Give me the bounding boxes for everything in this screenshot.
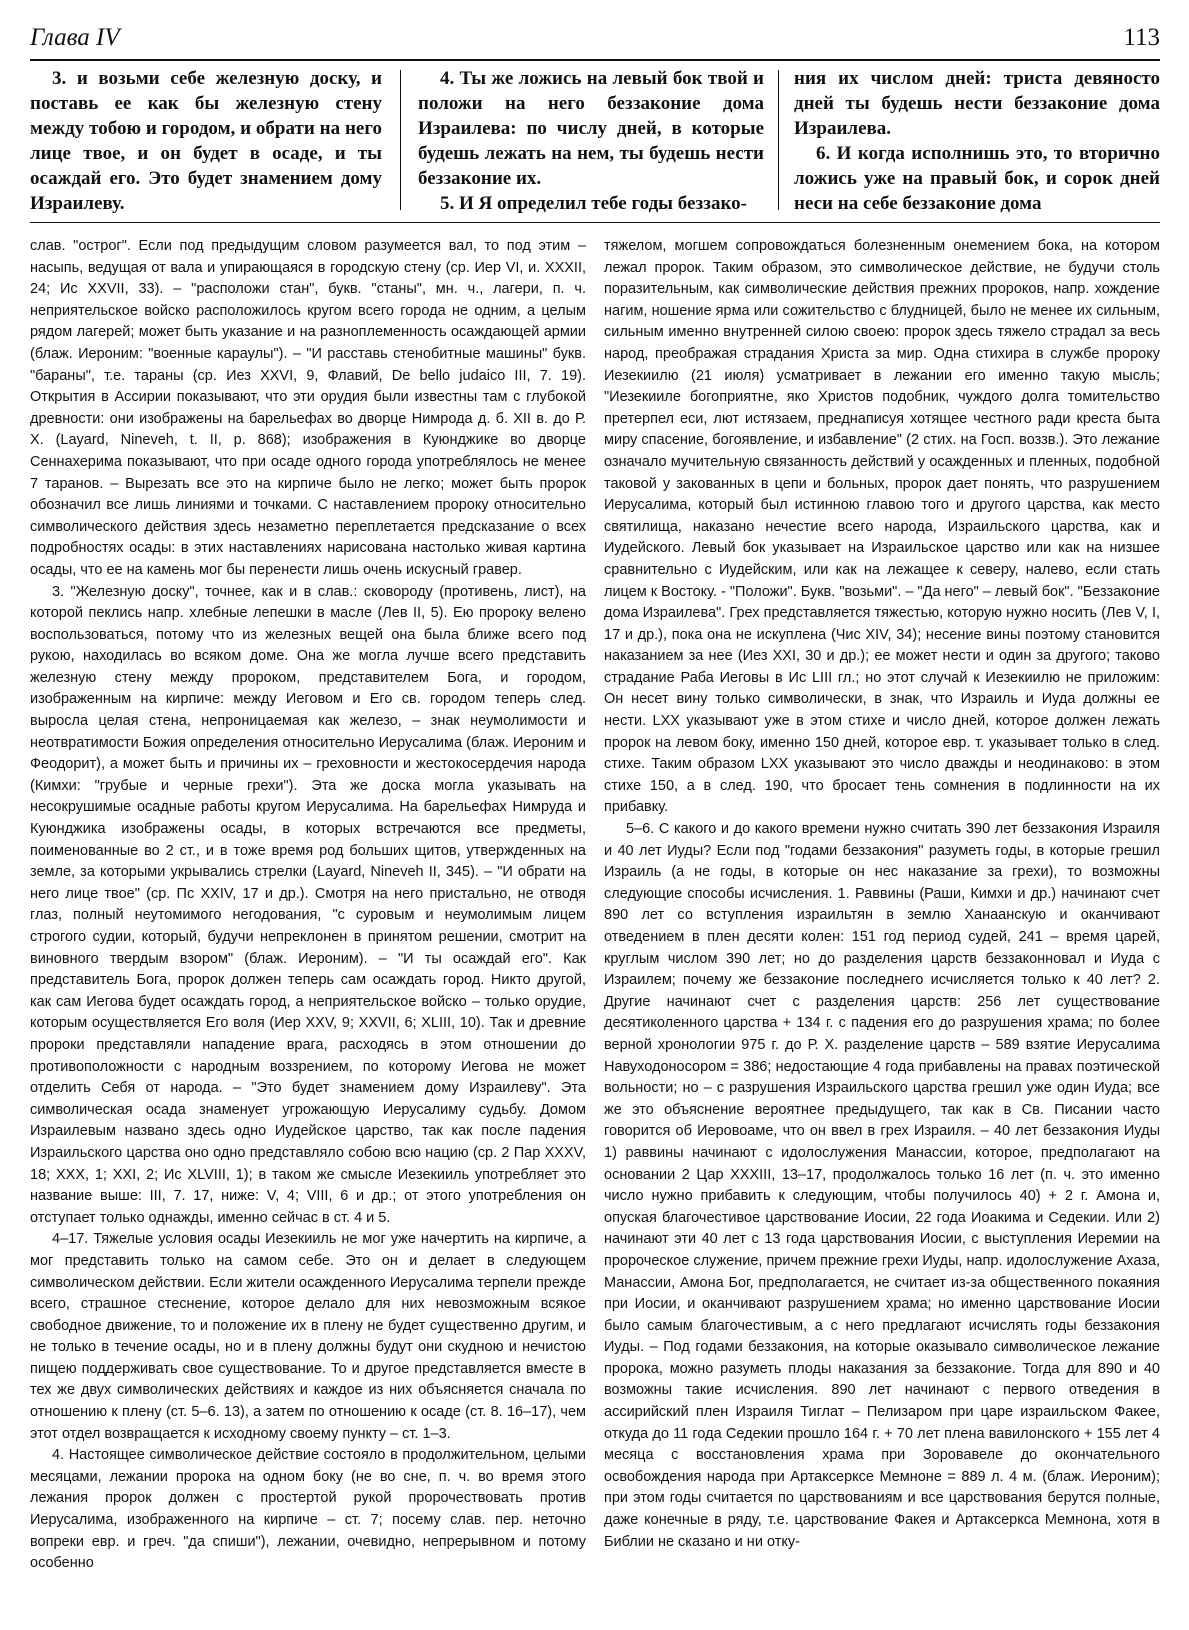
header-rule (30, 59, 1160, 61)
verse-5: 5. И Я определил тебе годы беззако- (440, 193, 747, 214)
verse-3: 3. и возьми себе железную доску, и поставь ее как бы железную стену между тобою и городом, и обрати на него лице твое, и он будет в осаде, и ты осаждай его. Это будет знамением дому Израилеву. (30, 68, 382, 214)
scripture-verses (30, 66, 1160, 216)
verse-column-2 (418, 66, 764, 216)
page-number: 113 (1123, 24, 1160, 51)
verse-separator (778, 70, 779, 210)
verses-rule (30, 222, 1160, 223)
paragraph: 3. "Железную доску", точнее, как и в слав.: сковороду (противень, лист), на которой пеклись напр. хлебные лепешки в масле (Лев II, 5). Ею пророку велено воспользоваться, потому что из железных вещей она была ближе всего под рукою, находилась во всяком доме. Она же могла лучше всего представить железную стену между пророком, представителем Бога, и городом, изображенным на кирпиче: между Иеговом и Его св. городом теперь след. выросла целая стена, непроницаемая как железо, – знак неумолимости и неотвратимости Божия определения относительно Иерусалима (блаж. Иероним и Феодорит), а может быть и причины их – греховности и жестокосердечия народа (Кимхи: "грубые и черные грехи"). Эта же доска могла указывать на несокрушимые осадные работы кругом Иерусалима. На барельефах Нимруда и Куюнджика изображены осады, в которых встречаются все предметы, поименованные во 2 ст., и в тоже время род больших щитов, утвержденных на земле, за которыми укрывались стрелки (Layard, Nineveh II, 345). – "И обрати на него лице твое" (ср. Пс XXIV, 17 и др.). Смотря на него пристально, не отводя глаз, полный неутомимого негодования, "с суровым и неумолимым лицем строгого судии, который, будучи непреклонен в принятом решении, смотрит на виновного твердым взором" (блаж. Иероним). – "И ты осаждай его". Как представитель Бога, пророк должен теперь сам осаждать город. Никто другой, как сам Иегова будет осаждать город, а неприятельское войско – только орудие, которым осуществляется Его воля (Иер XXV, 9; XXVII, 6; XLIII, 10). Так и древние пророки представляли нападение врага, расходясь в этом отношении до противоположности с народным воззрением, по которому Иегова не может отделить Себя от народа. – "Это будет знамением дому Израилеву". Эта символическая осада знаменует угрожающую Иерусалиму судьбу. Домом Израилевым названо здесь одно Иудейское царство, так как после падения Израильского царства оно одно представляло собою всю нацию (ср. 2 Пар XXXV, 18; XXX, 1; XXI, 2; Ис XLVIII, 1); в таком же смысле Иезекииль употребляет это название выше: III, 7. 17, ниже: V, 4; VIII, 6 и др.; от этого употребления он отступает только однажды, именно сейчас в ст. 4 и 5. (30, 583, 586, 1226)
commentary (30, 236, 1160, 1620)
verse-column-3 (794, 66, 1160, 216)
verse-4: 4. Ты же ложись на левый бок твой и положи на него беззаконие дома Израилева: по числу дней, в которые будешь лежать на нем, ты будешь нести беззаконие их. (418, 68, 764, 189)
verse-separator (400, 70, 401, 210)
paragraph: 5–6. С какого и до какого времени нужно считать 390 лет беззакония Израиля и 40 лет Иуды? Если под "годами беззакония" разуметь годы, в которые грешил Израиль (а не годы, в которые он нес наказание за грехи), то возможны следующие способы исчисления. 1. Раввины (Раши, Кимхи и др.) начинают счет 890 лет со вступления израильтян в землю Ханаанскую и оканчивают отведением в плен десяти колен: 151 год период судей, 241 – время царей, круглым числом 390 лет; но до разделения царств беззаконновал и Иуда с Израилем; почему же беззаконие последнего исчисляется только к 40 лет? 2. Другие начинают счет с разделения царств: 256 лет существование десятиколенного царства + 134 г. с падения его до разрушения храма; по более верной хронологии 975 г. до Р. Х. разделение царств – 589 взятие Иерусалима Навуходоносором = 386; недостающие 4 года прибавлены на правах поэтической вольности; но – с разрушения Израильского царства грешил уже один Иуда; все же это объяснение вероятнее предыдущего, так как в Св. Писании часто говорится об Иеровоаме, что он ввел в грех Израиля. – 40 лет беззакония Иуды 1) раввины начинают с идолослужения Манассии, которое, предполагают на основании 2 Цар XXXIII, 13–17, продолжалось только 16 лет (п. ч. это именно число нужно прибавить к следующим, чтобы получилось 40) + 2 г. Амона и, опуская благочестивое царствование Иосии, 22 года Иоакима и Седекии. Или 2) начинают эти 40 лет с 13 года царствования Иосии, с выступления Иеремии на пророческое служение, причем прежние грехи Иуды, напр. идолослужение Ахаза, Манассии, Амона Бог, предполагается, не считает из-за общественного покаяния при Иосии, и оканчивают разрушением храма; но именно царствование Иосии было самым благочестивым, а с него предлагают исчислять годы беззакония Иуды. – Под годами беззакония, на которые оказывало символическое лежание пророка, можно разуметь плоды наказания за беззаконие. Тогда для 890 и 40 возможны такие исчисления. 890 лет начинают с первого отведения в ассирийский плен Израиля Тиглат – Пелизаром при царе израильском Факее, откуда до 11 года Седекии прошло 164 г. + 70 лет плена вавилонского + 155 лет 4 месяца с восстановления храма при Зоровавеле до окончательного освобождения народа при Артаксерксе Мемноне = 889 л. 4 м. (блаж. Иероним); при этом годы считается по царствованиям и все царствования берутся полные, даже конечные в ряду, т.е. царствование Факея и Артаксеркса Мемнона, хотя в Библии не сказано и ни отку- (604, 821, 1160, 1550)
verse-column-1 (30, 66, 382, 216)
paragraph: слав. "острог". Если под предыдущим словом разумеется вал, то под этим – насыпь, ведущая от вала и упирающаяся в городскую стену (ср. Иер VI, и. XXXII, 24; Ис XXVII, 33). – "расположи стан", букв. "станы", мн. ч., лагери, п. ч. неприятельское войско расположилось кругом всего города не одним, а целым рядом лагерей; может быть указание и на разноплеменность осаждающей армии (блаж. Иероним: "военные караулы"). – "И расставь стенобитные машины" букв. "бараны", т.е. тараны (ср. Иез XXVI, 9, Флавий, De bello judaico III, 7. 19). Открытия в Ассирии показывают, что эти орудия были известны там с глубокой древности: они изображены на барельефах во дворце Нимрода д. б. XII в. до Р. Х. (Layard, Nineveh, t. II, p. 868); изображения в Куюнджике во дворце Сеннахерима показывают, что при осаде одного города употреблялось не менее 7 таранов. – Вырезать все это на кирпиче было не легко; может быть пророк обозначил все лишь линиями и точками. С наставлением пророку относительно символического действия здесь незаметно переплетается предсказание о всех подробностях осады: в этих наставлениях нарисована настолько живая картина осады, что ее на камень мог бы перенести лишь очень искусный гравер. (30, 238, 586, 578)
verse-5-continued: ния их числом дней: триста девяносто дней ты будешь нести беззаконие дома Израилева. (794, 68, 1160, 139)
commentary-right-column (604, 236, 1160, 1620)
chapter-title: Глава IV (30, 24, 120, 51)
paragraph: 4. Настоящее символическое действие состояло в продолжительном, целыми месяцами, лежании пророка на одном боку (не во сне, п. ч. во время этого лежания пророк должен с простертой рукой пророчествовать против Иерусалима, изображенного на кирпиче – ст. 7; посему слав. пер. неточно вопреки евр. и греч. "да спиши"), лежании, очевидно, непрерывном и потому особенно (30, 1447, 586, 1572)
verse-6: 6. И когда исполнишь это, то вторично ложись уже на правый бок, и сорок дней неси на себе беззаконие дома (794, 143, 1160, 214)
commentary-left-column (30, 236, 586, 1620)
paragraph: тяжелом, могшем сопровождаться болезненным онемением бока, на котором лежал пророк. Таким образом, это символическое действие, не будучи столь поразительным, как символические действия прежних пророков, напр. хождение нагим, ношение ярма или сожительство с блудницей, было не менее их сильным, сильным именно внутренней силою своею: пророк здесь тяжело страдал за весь народ, преображая страдания Христа за мир. Одна стихира в службе пророку Иезекиилю (21 июля) усматривает в лежании его именно такую мысль; "Иезекииле богоприятне, яко Христов подобник, чуждого долга томительство претерпел еси, лют истязаем, преднаписуя хотящее честного ради креста быта миру спасение, богоявление, и избавление" (2 стих. на Госп. воззв.). Это лежание означало мучительную связанность действий у осажденных и пленных, подобной таковой у закованных в цепи и больных, пророк дает понять, что разрушением Иерусалима, который был истинною главою того и другого царства, как место святилища, наказано нечестие всего народа, Израильского царства, как и Иудейского. Левый бок указывает на Израильское царство или как на низшее сравнительно с Иудейским, или как на лежащее к северу, налево, если стать лицем к Востоку. - "Положи". Букв. "возьми". – "Да него" – левый бок". "Беззаконие дома Израилева". Грех представляется тяжестью, которую нужно носить (Лев V, I, 17 и др.), пока она не искуплена (Чис XIV, 34); несение вины поэтому становится наказанием за нее (Иез XXI, 30 и др.); ее может нести и один за другого; таково страдание Раба Иеговы в Ис LIII гл.; но этот случай к Иезекиилю не приложим: Он несет вину только символически, в знак, что Израиль и Иуда должны ее нести. LXX указывают уже в этом стихе и число дней, которое должен лежать пророк на левом боку, именно 150 дней, которое евр. т. указывает только в след. стихе. Таким образом LXX указывают это число дважды и неодинаково: в этом стихе 150, а в след. 190, что бросает тень сомнения в подлинности на их прибавку. (604, 238, 1160, 816)
page-header (30, 22, 1160, 58)
paragraph: 4–17. Тяжелые условия осады Иезекииль не мог уже начертить на кирпиче, а мог представить только на самом себе. Это он и делает в следующем символическом действии. Если жители осажденного Иерусалима терпели прежде всего, страшное стеснение, которое делало для них невозможным всякое свободное движение, то и положение их в плену не будет существенно другим, и не только в течение осады, но и в плену должны будут они скудною и нечистою пищею поддерживать свое существование. То и другое представляется вместе в тех же двух символических действиях и каждое из них объясняется сначала по отношению к плену (ст. 5–6. 13), а затем по отношению к осаде (ст. 8. 16–17), чем этот отдел возвращается к исходному своему пункту – ст. 1–3. (30, 1231, 586, 1442)
